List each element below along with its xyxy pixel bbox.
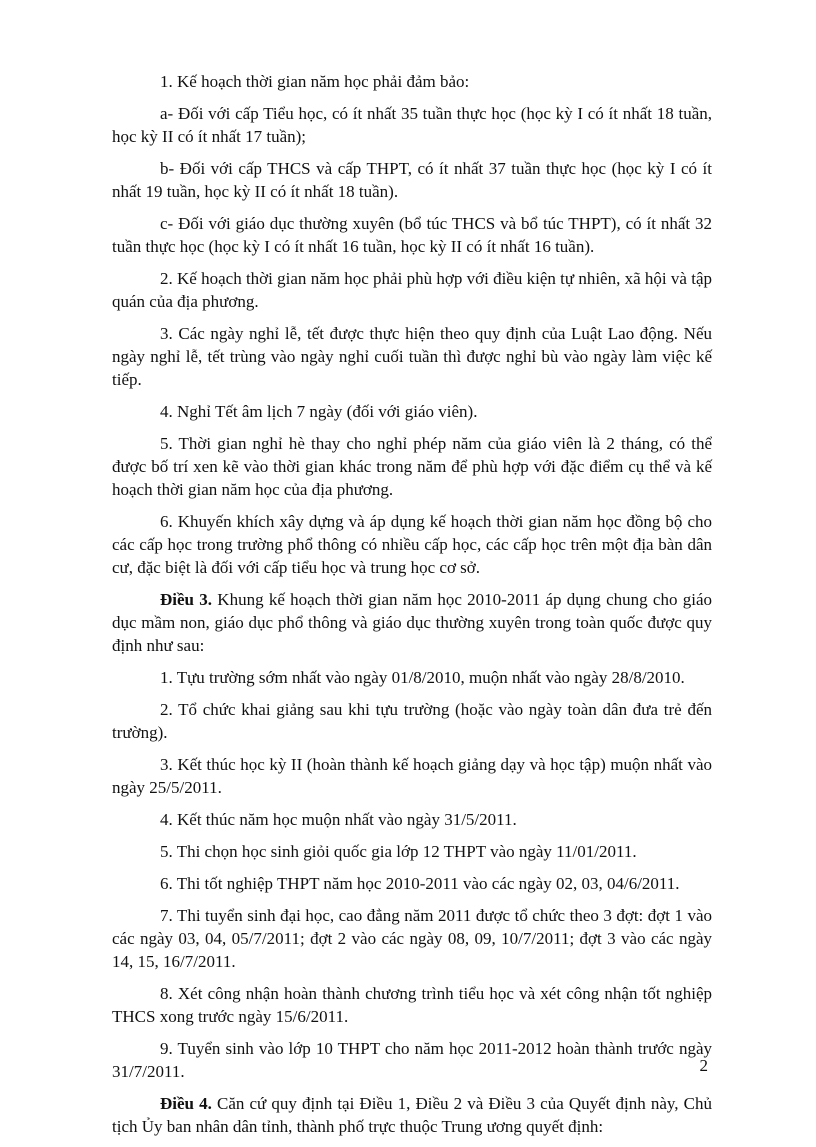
paragraph-1-5: 5. Thời gian nghỉ hè thay cho nghỉ phép năm của giáo viên là 2 tháng, có thể được bố trí xen kẽ vào thời gian khác trong năm để phù hợp với đặc điểm cụ thể và kế hoạch thời gian năm học của địa phương. (112, 434, 712, 499)
paragraph-1-4: 4. Nghỉ Tết âm lịch 7 ngày (đối với giáo viên). (160, 402, 478, 421)
article-3-item-8: 8. Xét công nhận hoàn thành chương trình tiểu học và xét công nhận tốt nghiệp THCS xong trước ngày 15/6/2011. (112, 984, 712, 1026)
article-3-label: Điều 3. (160, 590, 213, 609)
paragraph-1-6: 6. Khuyến khích xây dựng và áp dụng kế hoạch thời gian năm học đồng bộ cho các cấp học trong trường phổ thông có nhiều cấp học, các cấp học trên một địa bàn dân cư, đặc biệt là đối với cấp tiểu học và trung học cơ sở. (112, 512, 712, 577)
article-3-item-4: 4. Kết thúc năm học muộn nhất vào ngày 31/5/2011. (160, 810, 517, 829)
paragraph-1-2: 2. Kế hoạch thời gian năm học phải phù hợp với điều kiện tự nhiên, xã hội và tập quán của địa phương. (112, 269, 712, 311)
paragraph-1a: a- Đối với cấp Tiểu học, có ít nhất 35 tuần thực học (học kỳ I có ít nhất 18 tuần, học kỳ II có ít nhất 17 tuần); (112, 104, 712, 146)
paragraph-1-1: 1. Kế hoạch thời gian năm học phải đảm bảo: (160, 72, 470, 91)
article-3-item-3: 3. Kết thúc học kỳ II (hoàn thành kế hoạch giảng dạy và học tập) muộn nhất vào ngày 25/5/2011. (112, 755, 712, 797)
article-3-item-6: 6. Thi tốt nghiệp THPT năm học 2010-2011 vào các ngày 02, 03, 04/6/2011. (160, 874, 680, 893)
article-3-item-5: 5. Thi chọn học sinh giỏi quốc gia lớp 12 THPT vào ngày 11/01/2011. (160, 842, 637, 861)
article-3-item-7: 7. Thi tuyển sinh đại học, cao đẳng năm 2011 được tổ chức theo 3 đợt: đợt 1 vào các ngày 03, 04, 05/7/2011; đợt 2 vào các ngày 08, 09, 10/7/2011; đợt 3 vào các ngày 14, 15, 16/7/2011. (112, 906, 712, 971)
paragraph-1b: b- Đối với cấp THCS và cấp THPT, có ít nhất 37 tuần thực học (học kỳ I có ít nhất 19 tuần, học kỳ II có ít nhất 18 tuần). (112, 159, 712, 201)
article-3-heading: Điều 3. Khung kế hoạch thời gian năm học 2010-2011 áp dụng chung cho giáo dục mầm non, giáo dục phổ thông và giáo dục thường xuyên trong toàn quốc được quy định như sau: (112, 590, 712, 655)
article-4-label: Điều 4. (160, 1094, 212, 1113)
article-3-item-2: 2. Tổ chức khai giảng sau khi tựu trường (hoặc vào ngày toàn dân đưa trẻ đến trường). (112, 700, 712, 742)
paragraph-1-3: 3. Các ngày nghỉ lễ, tết được thực hiện theo quy định của Luật Lao động. Nếu ngày nghỉ lễ, tết trùng vào ngày nghỉ cuối tuần thì được nghỉ bù vào ngày làm việc kế tiếp. (112, 324, 712, 389)
paragraph-1c: c- Đối với giáo dục thường xuyên (bổ túc THCS và bổ túc THPT), có ít nhất 32 tuần thực học (học kỳ I có ít nhất 16 tuần, học kỳ II có ít nhất 16 tuần). (112, 214, 712, 256)
document-body (112, 70, 712, 1147)
article-3-item-9: 9. Tuyển sinh vào lớp 10 THPT cho năm học 2011-2012 hoàn thành trước ngày 31/7/2011. (112, 1039, 712, 1081)
page-number: 2 (699, 1056, 708, 1075)
article-3-item-1: 1. Tựu trường sớm nhất vào ngày 01/8/2010, muộn nhất vào ngày 28/8/2010. (160, 668, 685, 687)
article-4-heading: Điều 4. Căn cứ quy định tại Điều 1, Điều 2 và Điều 3 của Quyết định này, Chủ tịch Ủy ban nhân dân tỉnh, thành phố trực thuộc Trung ương quyết định: (112, 1094, 713, 1136)
